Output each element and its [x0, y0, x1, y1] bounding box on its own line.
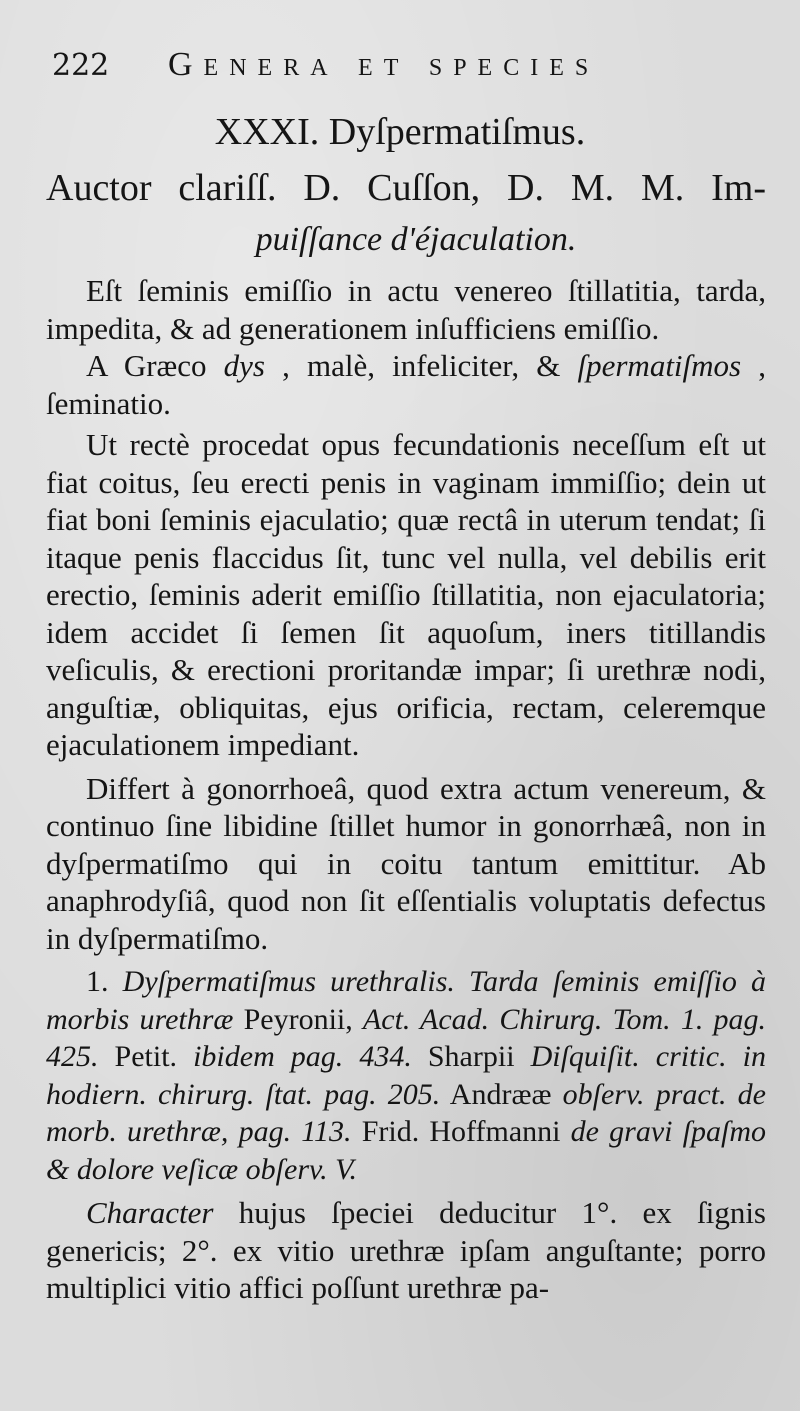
- ref-hoffmanni-source: de gravi ſpaſmo & dolore veſicæ obſerv. V.: [46, 1115, 766, 1186]
- author-line-2: puiſſance d'éjaculation.: [255, 221, 577, 258]
- ref-andreae: Andrææ: [440, 1077, 563, 1111]
- etymology-text-c: , ſeminatio.: [46, 348, 767, 421]
- ref-andreae-source: obſerv. pract. de morb. urethræ, pag. 113.: [46, 1077, 766, 1148]
- paragraph-species-1: [46, 963, 766, 1188]
- ref-petit-source: ibidem pag. 434.: [193, 1040, 412, 1073]
- species-number: 1.: [86, 965, 123, 998]
- page-number: 222: [52, 48, 110, 83]
- etymology-spermatismos: ſpermatiſmos: [577, 348, 742, 383]
- ref-petit: Petit.: [98, 1040, 194, 1073]
- ref-sharpii-source: Diſquiſit. critic. in hodiern. chirurg. ſtat. pag. 205.: [46, 1040, 766, 1111]
- etymology-dys: dys: [223, 348, 265, 383]
- ref-peyronii-source: Act. Acad. Chirurg. Tom. 1. pag. 425.: [46, 1002, 766, 1073]
- paragraph-definition: Eſt ſeminis emiſſio in actu venereo ſtillatitia, tarda, impedita, & ad generationem inſufficiens emiſſio.: [46, 273, 766, 346]
- species-name: Dyſpermatiſmus urethralis. Tarda ſeminis emiſſio à morbis urethræ: [46, 965, 766, 1036]
- paragraph-etymology: [46, 347, 766, 422]
- etymology-text-a: A Græco: [86, 348, 224, 383]
- author-line: [46, 162, 766, 266]
- paragraph-character: [46, 1194, 766, 1307]
- ref-sharpii: Sharpii: [411, 1040, 531, 1073]
- running-head: [48, 48, 738, 94]
- running-head-title: Genera et species: [168, 46, 600, 83]
- ref-peyronii: Peyronii,: [233, 1002, 363, 1036]
- chapter-heading: XXXI. Dyſpermatiſmus.: [214, 111, 586, 153]
- paragraph-differential: Differt à gonorrhoeâ, quod extra actum venereum, & continuo ſine libidine ſtillet humor in gonorrhæâ, non in dyſpermatiſmo qui in coitu tantum emittitur. Ab anaphrodyſiâ, quod non ſit eſſentialis voluptatis defectus in dyſpermatiſmo.: [46, 770, 766, 956]
- ref-hoffmanni: Frid. Hoffmanni: [351, 1115, 571, 1148]
- author-line-1: Auctor clariſſ. D. Cuſſon, D. M. M. Im-: [46, 167, 766, 209]
- etymology-text-b: , malè, infeliciter, &: [264, 348, 578, 383]
- character-label: Character: [86, 1195, 214, 1230]
- paragraph-explanation: Ut rectè procedat opus fecundationis neceſſum eſt ut fiat coitus, ſeu erecti penis in vaginam immiſſio; dein ut fiat boni ſeminis ejaculatio; quæ rectâ in uterum tendat; ſi itaque penis flaccidus ſit, tunc vel nulla, vel debilis erit erectio, ſeminis aderit emiſſio ſtillatitia, non ejaculatoria; idem accidet ſi ſemen ſit aquoſum, iners titillandis veſiculis, & erectioni proritandæ impar; ſi urethræ nodi, anguſtiæ, obliquitas, ejus orificia, rectam, celeremque ejaculationem impediant.: [46, 427, 766, 762]
- character-text: hujus ſpeciei deducitur 1°. ex ſignis genericis; 2°. ex vitio urethræ ipſam anguſtante; porro multiplici vitio affici poſſunt urethræ pa-: [46, 1195, 766, 1305]
- body-text: [46, 272, 766, 1307]
